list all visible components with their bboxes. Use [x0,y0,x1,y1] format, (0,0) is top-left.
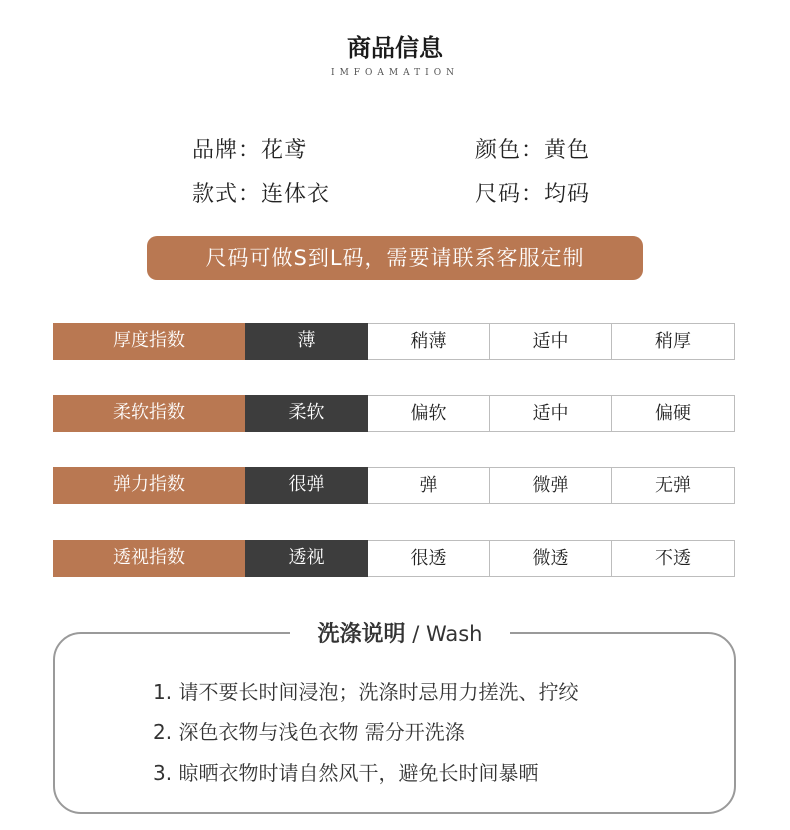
scale-option-selected: 很弹 [245,467,368,504]
scale-option-selected: 柔软 [245,395,368,432]
page-title: 商品信息 [347,34,443,62]
scale-elasticity [53,467,735,504]
scale-option: 适中 [490,323,612,360]
wash-title: 洗涤说明 [317,622,406,647]
scale-label: 柔软指数 [53,395,245,432]
scale-label: 厚度指数 [53,323,245,360]
info-color: 颜色：黄色 [475,138,591,163]
wash-item: 2. 深色衣物与浅色衣物 需分开洗涤 [153,720,465,744]
size-customization-banner: 尺码可做S到L码，需要请联系客服定制 [147,236,643,280]
wash-item: 1. 请不要长时间浸泡；洗涤时忌用力搓洗、拧绞 [153,680,579,704]
wash-heading [290,614,510,654]
scale-option: 弹 [368,467,490,504]
scale-option: 偏硬 [612,395,735,432]
wash-title-en: / Wash [405,622,483,646]
scale-option: 不透 [612,540,735,577]
info-brand: 品牌：花鸢 [192,138,308,163]
info-size: 尺码：均码 [475,182,591,207]
scale-transparency [53,540,735,577]
scale-softness [53,395,735,432]
wash-item: 3. 晾晒衣物时请自然风干，避免长时间暴晒 [153,761,539,785]
scale-option: 无弹 [612,467,735,504]
scale-thickness [53,323,735,360]
scale-option-selected: 透视 [245,540,368,577]
scale-option-selected: 薄 [245,323,368,360]
scale-label: 透视指数 [53,540,245,577]
scale-option: 很透 [368,540,490,577]
scale-option: 微弹 [490,467,612,504]
scale-option: 微透 [490,540,612,577]
scale-option: 稍厚 [612,323,735,360]
scale-option: 适中 [490,395,612,432]
scale-option: 稍薄 [368,323,490,360]
info-style: 款式：连体衣 [192,182,331,207]
scale-label: 弹力指数 [53,467,245,504]
scale-option: 偏软 [368,395,490,432]
page-subtitle: IMFOAMATION [331,68,459,78]
